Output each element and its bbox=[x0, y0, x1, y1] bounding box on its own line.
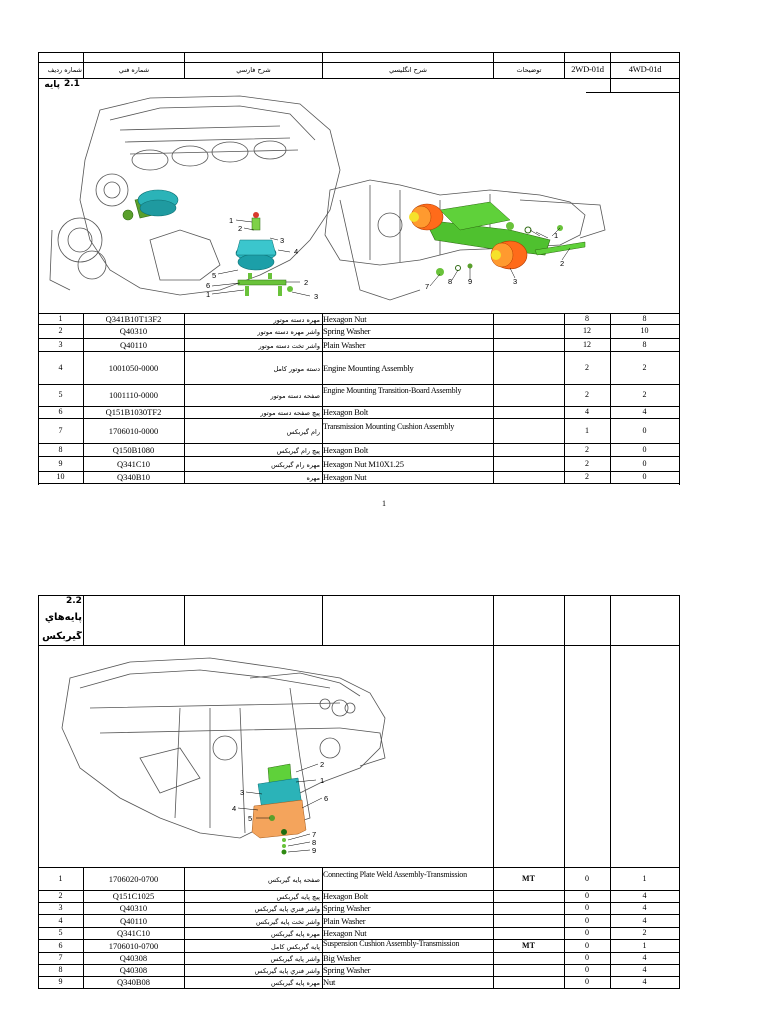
qty-4wd: 0 bbox=[642, 425, 647, 435]
qty-2wd: 0 bbox=[585, 940, 589, 950]
header-part-no: شماره فني bbox=[118, 66, 150, 74]
table-border bbox=[38, 483, 680, 484]
section-title-line2: گيربكس bbox=[42, 631, 82, 642]
row-number: 2 bbox=[58, 326, 63, 335]
callout-number: 2 bbox=[320, 760, 325, 769]
persian-description: پيچ رام گيربكس bbox=[276, 446, 320, 455]
table-border bbox=[184, 867, 185, 988]
callout-number: 5 bbox=[248, 814, 253, 823]
header-row-no: شماره رديف bbox=[47, 66, 82, 74]
table-border bbox=[38, 867, 680, 868]
callout-number: 4 bbox=[232, 804, 237, 813]
row-number: 1 bbox=[58, 313, 63, 323]
english-description: Connecting Plate Weld Assembly-Transmission bbox=[323, 869, 467, 879]
qty-4wd: 0 bbox=[642, 472, 647, 481]
callout-number: 8 bbox=[448, 277, 453, 286]
persian-description: رام گيربكس bbox=[286, 427, 320, 436]
persian-description: مهره رام گيربكس bbox=[271, 460, 320, 469]
qty-4wd: 2 bbox=[642, 390, 647, 399]
qty-4wd: 1 bbox=[642, 873, 647, 883]
qty-4wd: 4 bbox=[642, 953, 647, 962]
qty-2wd: 4 bbox=[585, 407, 589, 416]
row-number: 4 bbox=[58, 362, 63, 372]
qty-4wd: 0 bbox=[642, 444, 647, 454]
english-description: Engine Mounting Assembly bbox=[323, 362, 414, 373]
qty-4wd: 4 bbox=[642, 965, 647, 974]
table-border bbox=[38, 78, 680, 79]
section-title-number: 2.1 bbox=[64, 79, 80, 89]
table-border bbox=[38, 52, 680, 53]
table-border bbox=[322, 867, 323, 988]
persian-description: صفحه دسته موتور bbox=[270, 392, 320, 400]
english-description: Hexagon Nut bbox=[323, 313, 367, 324]
english-description: Plain Washer bbox=[323, 915, 366, 926]
part-number: Q40310 bbox=[119, 903, 148, 913]
persian-description: واشر پايه گيربكس bbox=[270, 955, 320, 963]
callout-number: 2 bbox=[238, 224, 243, 233]
part-number: Q40308 bbox=[119, 953, 148, 963]
persian-description: مهره پايه گيربكس bbox=[270, 979, 320, 987]
table-border bbox=[322, 313, 323, 483]
table-border bbox=[38, 351, 680, 352]
english-description: Hexagon Bolt bbox=[323, 407, 369, 417]
qty-2wd: 0 bbox=[585, 891, 589, 900]
callout-number: 4 bbox=[294, 247, 299, 256]
persian-description: مهره bbox=[306, 474, 320, 482]
table-border bbox=[679, 313, 680, 483]
qty-2wd: 2 bbox=[585, 472, 589, 481]
qty-2wd: 0 bbox=[585, 977, 589, 986]
header-notes: توضيحات bbox=[516, 66, 542, 74]
notes: MT bbox=[522, 873, 535, 883]
table-border bbox=[610, 78, 611, 92]
qty-2wd: 2 bbox=[585, 390, 589, 399]
english-description: Nut bbox=[323, 977, 336, 987]
english-description: Hexagon Bolt bbox=[323, 891, 369, 901]
english-description: Hexagon Nut bbox=[323, 928, 367, 938]
callout-number: 5 bbox=[212, 271, 217, 280]
part-number: Q151B1030TF2 bbox=[105, 407, 162, 417]
persian-description: واشر فنري پايه گيربكس bbox=[254, 967, 320, 975]
table-border bbox=[679, 867, 680, 988]
english-description: Spring Washer bbox=[323, 965, 371, 975]
qty-2wd: 0 bbox=[585, 928, 589, 937]
english-description: Suspension Cushion Assembly-Transmission bbox=[323, 939, 460, 948]
callout-number: 3 bbox=[314, 292, 319, 301]
row-number: 7 bbox=[58, 425, 63, 435]
callout-number: 6 bbox=[324, 794, 329, 803]
table-border bbox=[610, 867, 611, 988]
table-border bbox=[322, 595, 323, 645]
part-number: Q40110 bbox=[119, 339, 148, 350]
transmission-mount-illustration bbox=[40, 648, 490, 866]
callout-number: 1 bbox=[229, 216, 234, 225]
row-number: 5 bbox=[58, 928, 63, 937]
callout-number: 8 bbox=[312, 838, 317, 847]
english-description: Big Washer bbox=[323, 953, 361, 963]
table-border bbox=[610, 313, 611, 483]
engine-mount-illustration bbox=[40, 90, 610, 314]
part-number: Q40308 bbox=[119, 965, 148, 975]
qty-4wd: 1 bbox=[642, 940, 647, 950]
qty-4wd: 4 bbox=[642, 903, 647, 912]
english-description: Spring Washer bbox=[323, 903, 371, 913]
persian-description: واشر مهره دسته موتور bbox=[257, 328, 320, 336]
row-number: 4 bbox=[58, 915, 63, 925]
english-description: Transmission Mounting Cushion Assembly bbox=[323, 421, 455, 431]
persian-description: پايه گيربكس كامل bbox=[270, 942, 320, 951]
callout-number: 9 bbox=[312, 846, 317, 855]
qty-2wd: 12 bbox=[583, 339, 591, 349]
section-title-line1: پايه‌هاي bbox=[44, 612, 82, 623]
callout-number: 2 bbox=[560, 259, 565, 268]
table-border bbox=[38, 418, 680, 419]
callout-number: 1 bbox=[320, 776, 325, 785]
qty-2wd: 0 bbox=[585, 903, 589, 912]
callout-number: 3 bbox=[280, 236, 285, 245]
persian-description: واشر تخت پايه گيربكس bbox=[256, 917, 320, 926]
english-description: Hexagon Bolt bbox=[323, 444, 369, 455]
qty-2wd: 8 bbox=[585, 313, 589, 323]
table-border bbox=[184, 595, 185, 645]
part-number: Q340B08 bbox=[116, 977, 151, 987]
row-number: 9 bbox=[58, 458, 63, 468]
table-border bbox=[610, 595, 611, 867]
table-border bbox=[493, 867, 494, 988]
table-border bbox=[38, 867, 39, 988]
header-2wd: 2WD-01d bbox=[571, 64, 604, 74]
english-description: Hexagon Nut bbox=[323, 472, 367, 482]
row-number: 7 bbox=[58, 953, 63, 962]
table-border bbox=[83, 867, 84, 988]
qty-4wd: 4 bbox=[642, 977, 647, 986]
persian-description: واشر فنري پايه گيربكس bbox=[254, 905, 320, 913]
row-number: 3 bbox=[58, 339, 63, 349]
persian-description: واشر تخت دسته موتور bbox=[258, 341, 320, 350]
callout-number: 2 bbox=[304, 278, 309, 287]
callout-number: 3 bbox=[240, 788, 245, 797]
qty-4wd: 4 bbox=[642, 891, 647, 900]
qty-4wd: 2 bbox=[642, 362, 647, 372]
qty-2wd: 2 bbox=[585, 362, 589, 372]
part-number: Q40310 bbox=[119, 326, 148, 336]
callout-number: 6 bbox=[206, 281, 211, 290]
persian-description: پيچ پايه گيربكس bbox=[276, 893, 320, 901]
part-number: Q340B10 bbox=[116, 472, 151, 482]
callout-number: 1 bbox=[206, 290, 211, 299]
english-description: Plain Washer bbox=[323, 339, 366, 350]
table-border bbox=[83, 313, 84, 483]
part-number: Q341B10T13F2 bbox=[105, 313, 162, 324]
qty-4wd: 8 bbox=[642, 313, 647, 323]
page-number: 1 bbox=[382, 499, 386, 508]
part-number: 1706010-0000 bbox=[108, 425, 159, 436]
table-border bbox=[38, 595, 680, 596]
persian-description: صفحه پايه گيربكس bbox=[267, 875, 320, 884]
row-number: 2 bbox=[58, 891, 63, 900]
english-description: Spring Washer bbox=[323, 326, 371, 336]
qty-2wd: 0 bbox=[585, 915, 589, 925]
table-border bbox=[38, 645, 680, 646]
qty-2wd: 0 bbox=[585, 965, 589, 974]
section-title-text: پايه bbox=[44, 80, 60, 90]
qty-2wd: 12 bbox=[583, 326, 591, 335]
row-number: 10 bbox=[56, 472, 65, 481]
row-number: 1 bbox=[58, 873, 63, 883]
row-number: 5 bbox=[58, 390, 63, 399]
table-border bbox=[38, 324, 680, 325]
row-number: 6 bbox=[58, 940, 63, 950]
qty-2wd: 2 bbox=[585, 458, 589, 468]
persian-description: دسته موتور كامل bbox=[273, 364, 320, 373]
header-english-desc: شرح انگليسي bbox=[389, 66, 427, 74]
part-number: Q341C10 bbox=[116, 458, 151, 469]
callout-number: 3 bbox=[513, 277, 518, 286]
qty-4wd: 10 bbox=[640, 326, 649, 335]
header-persian-desc: شرح فارسي bbox=[236, 66, 271, 74]
qty-2wd: 2 bbox=[585, 444, 589, 454]
table-border bbox=[493, 313, 494, 483]
part-number: Q150B1080 bbox=[112, 444, 155, 455]
persian-description: مهره پايه گيربكس bbox=[270, 930, 320, 938]
callout-number: 9 bbox=[468, 277, 473, 286]
part-number: 1001110-0000 bbox=[109, 390, 158, 400]
english-description: Engine Mounting Transition-Board Assembly bbox=[323, 386, 462, 395]
part-number: Q40110 bbox=[119, 915, 148, 926]
qty-4wd: 0 bbox=[642, 458, 647, 468]
header-4wd: 4WD-01d bbox=[628, 64, 662, 74]
row-number: 6 bbox=[58, 407, 63, 416]
part-number: Q341C10 bbox=[116, 928, 151, 938]
qty-2wd: 0 bbox=[585, 953, 589, 962]
persian-description: مهره دسته موتور bbox=[273, 315, 320, 324]
table-border bbox=[184, 313, 185, 483]
row-number: 8 bbox=[58, 965, 63, 974]
part-number: 1001050-0000 bbox=[108, 362, 159, 373]
table-border bbox=[38, 456, 680, 457]
callout-number: 7 bbox=[312, 830, 317, 839]
qty-4wd: 2 bbox=[642, 928, 647, 937]
table-border bbox=[564, 313, 565, 483]
qty-2wd: 0 bbox=[585, 873, 589, 883]
callout-number: 7 bbox=[425, 282, 430, 291]
table-border bbox=[38, 384, 680, 385]
qty-4wd: 8 bbox=[642, 339, 647, 349]
callout-number: 1 bbox=[554, 231, 559, 240]
part-number: Q151C1025 bbox=[112, 891, 155, 901]
table-border bbox=[38, 988, 680, 989]
qty-4wd: 4 bbox=[642, 407, 647, 416]
qty-4wd: 4 bbox=[642, 915, 647, 925]
part-number: 1706010-0700 bbox=[108, 940, 159, 951]
row-number: 3 bbox=[58, 903, 63, 912]
row-number: 8 bbox=[58, 444, 63, 454]
row-number: 9 bbox=[58, 977, 63, 986]
table-border bbox=[493, 595, 494, 867]
table-border bbox=[38, 313, 39, 483]
table-border bbox=[38, 62, 680, 63]
qty-2wd: 1 bbox=[585, 425, 589, 435]
notes: MT bbox=[522, 940, 535, 950]
table-border bbox=[564, 867, 565, 988]
persian-description: پيچ صفحه دسته موتور bbox=[260, 409, 320, 417]
english-description: Hexagon Nut M10X1.25 bbox=[323, 458, 404, 469]
part-number: 1706020-0700 bbox=[108, 873, 159, 884]
table-border bbox=[564, 595, 565, 867]
section-title-number: 2.2 bbox=[66, 596, 82, 606]
